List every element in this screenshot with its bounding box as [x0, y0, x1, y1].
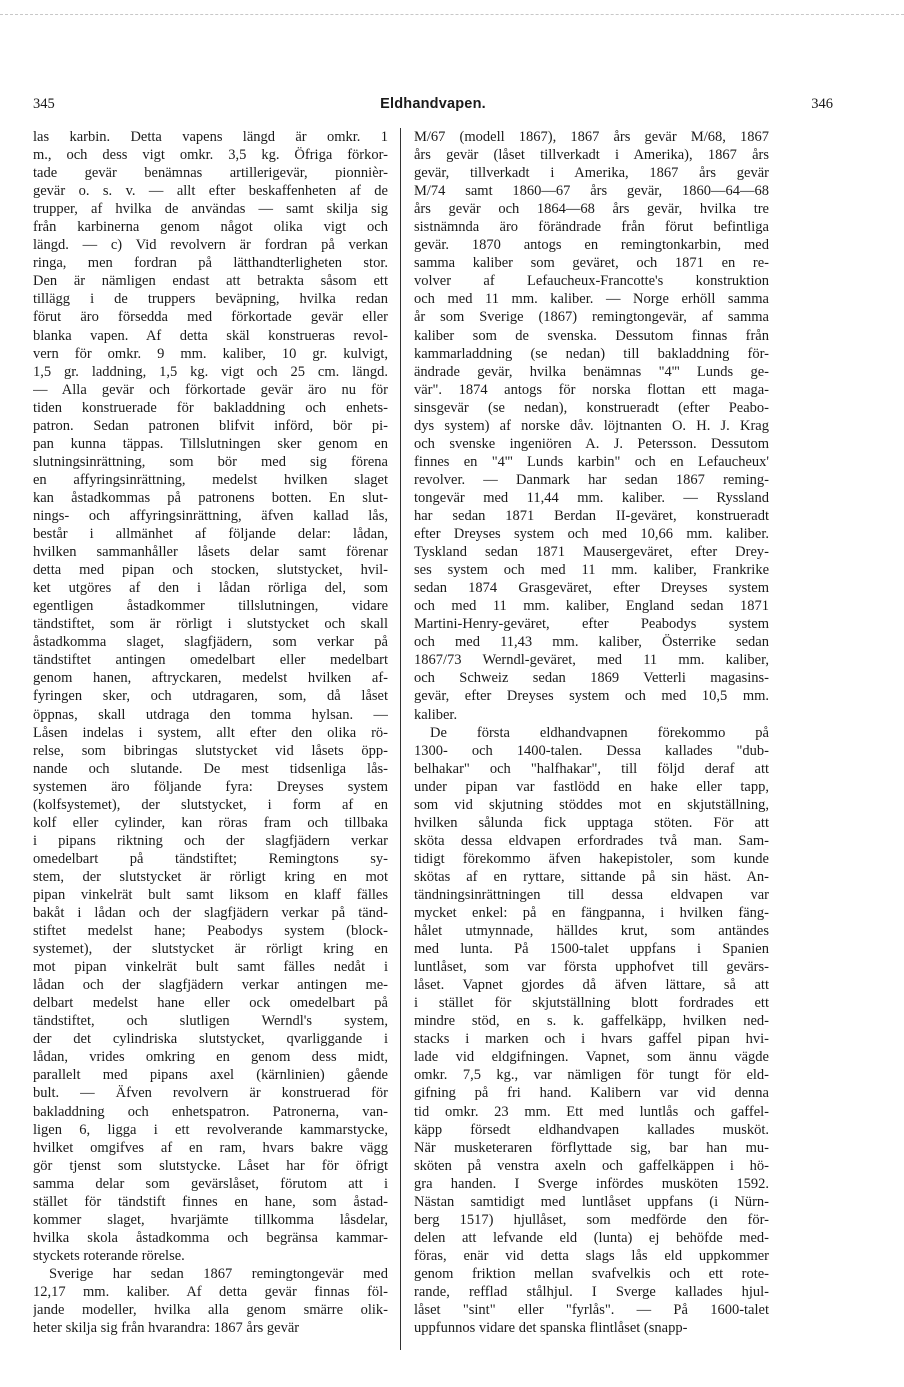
text-line: har sedan 1871 Berdan II-geväret, konstrueradt	[414, 507, 769, 524]
text-line: hvilken sålunda fick upptaga stöten. För att	[414, 814, 769, 831]
text-line: låset. Vapnet gjordes då äfven lättare, så att	[414, 977, 769, 994]
text-line: (kolfsystemet), der slutstycket, i form af en	[33, 796, 388, 813]
text-line: bult. — Äfven revolvern är konstruerad för	[33, 1085, 388, 1102]
text-line: der det cylindriska slutstycket, qvarliggande i	[33, 1031, 388, 1048]
text-line: kaliber som de svenska. Dessutom finnas från	[414, 327, 769, 344]
text-line: gevär o. s. v. — allt efter beskaffenheten af de	[33, 183, 388, 200]
text-line: slutningsinrättning, som bör med sig förena	[33, 453, 388, 470]
text-line: delen att lefvande eld (lunta) ej behöfde med-	[414, 1229, 769, 1246]
text-line: Nästan samtidigt med luntlåset uppfans (i Nürn-	[414, 1193, 769, 1210]
text-line: De första eldhandvapnen förekommo på	[430, 724, 769, 741]
text-line: och med 11,43 mm. kaliber, Österrike sedan	[414, 634, 769, 651]
text-line: tändningsinrättningen till dessa eldvapen var	[414, 886, 769, 903]
text-line: Den är nämligen endast att betrakta såsom ett	[33, 273, 388, 290]
text-line: revolver. — Danmark har sedan 1867 reming-	[414, 471, 769, 488]
text-line: längd. — c) Vid revolvern är fordran på verkan	[33, 237, 388, 254]
text-line: sinsgevär (se nedan), konstrueradt (efter Peabo-	[414, 399, 769, 416]
text-line: las karbin. Detta vapens längd är omkr. 1	[33, 129, 388, 145]
text-line: ses system och med 11 mm. kaliber, Frankrike	[414, 562, 769, 579]
text-line: 12,17 mm. kaliber. Af detta gevär finnas föl-	[33, 1284, 388, 1300]
text-line: 1,5 gr. laddning, 1,5 kg. vigt och 25 cm. längd.	[33, 363, 388, 380]
text-line: kaliber.	[414, 706, 458, 723]
text-line: kolf eller cylinder, kan röras fram och tillbaka	[33, 814, 388, 831]
text-line: lådan, vrides omkring en genom dess midt,	[33, 1049, 388, 1066]
text-line: genom friktion mellan svafvelkis och ett rote-	[414, 1265, 769, 1282]
text-line: samma kaliber som geväret, och 1871 en re-	[414, 255, 769, 272]
text-line: öppnas, skall utdraga den tomma hylsan. —	[33, 706, 388, 723]
text-line: kammarladdning (se nedan) till bakladdning för-	[414, 345, 769, 362]
text-line: bakladdning och enhetspatron. Patronerna, van-	[33, 1103, 388, 1120]
text-line: styckets roterande rörelse.	[33, 1247, 185, 1264]
right-column	[414, 128, 769, 1354]
text-line: omkr. 7,5 kg., var nämligen för tungt för eld-	[414, 1067, 769, 1084]
text-line: systemet), der slutstycket är rörligt kring en	[33, 941, 388, 958]
text-line: hvilka skola åstadkomma och begränsa kammar-	[33, 1229, 388, 1246]
text-line: sköta dessa eldvapen erfordrades två man. Sam-	[414, 832, 769, 849]
text-line: rande, refflad stålhjul. I Sverge kallades hjul-	[414, 1284, 769, 1300]
text-line: hvilken sammanhåller låsets delar samt förenar	[33, 544, 388, 561]
text-line: föras, enär vid detta slags lås eld uppkommer	[414, 1247, 769, 1264]
text-line: belhakar" och "halfhakar", till följd deraf att	[414, 760, 769, 777]
text-line: tid omkr. 23 mm. Ett med luntlås och gaffel-	[414, 1103, 769, 1120]
left-column	[33, 128, 388, 1354]
text-line: i stället för skjutställning blott fordrades ett	[414, 995, 769, 1012]
text-line: bakåt i lådan och der slagfjädern verkar på tänd-	[33, 905, 388, 922]
text-line: nande och slutande. De mest tidsenliga lås-	[33, 760, 388, 777]
text-line: Martini-Henry-geväret, efter Peabodys system	[414, 616, 769, 633]
text-line: uppfunnos vidare det spanska flintlåset (snapp-	[414, 1320, 688, 1337]
text-line: hvilket omgifves af en ram, hvars bakre vägg	[33, 1139, 388, 1156]
text-line: förut äro försedda med förkortade gevär eller	[33, 309, 388, 326]
text-line: pipan vinkelrät bult samt liksom en klaff fälles	[33, 886, 388, 903]
text-line: ringa, men fordran på lätthandterligheten stor.	[33, 255, 388, 272]
text-line: låset "sint" eller "fyrlås". — På 1600-talet	[414, 1302, 769, 1319]
text-line: samma delar som gevärslåset, förutom att i	[33, 1175, 388, 1192]
text-line: tongevär med 11,44 mm. kaliber. — Ryssland	[414, 489, 769, 506]
text-line: 1867/73 Werndl-geväret, med 11 mm. kaliber,	[414, 652, 769, 669]
text-line: tändstiftet, och slutligen Werndl's system,	[33, 1013, 388, 1030]
text-line: volver af Lefaucheux-Francotte's konstruktion	[414, 273, 769, 290]
text-line: — Alla gevär och förkortade gevär äro nu för	[33, 381, 388, 398]
page-number-left: 345	[33, 96, 55, 112]
text-line: gevär. 1870 antogs en remingtonkarbin, med	[414, 237, 769, 254]
text-line: berg 1517) hjullåset, som medförde den för-	[414, 1211, 769, 1228]
text-line: heter skilja sig från hvarandra: 1867 års gevär	[33, 1320, 300, 1337]
text-line: års gevär (låset tillverkadt i Amerika), 1867 års	[414, 147, 769, 164]
text-line: stället för tändstift finnes en hane, som åstad-	[33, 1193, 388, 1210]
text-line: sedan 1874 Grasgeväret, efter Dreyses system	[414, 580, 769, 597]
text-line: tidigt förekommo äfven hakepistoler, som kunde	[414, 850, 769, 867]
page-number-right: 346	[811, 96, 833, 112]
text-line: omedelbart på tändstiftet; Remingtons sy-	[33, 850, 388, 867]
text-line: år som Sverige (1867) remingtongevär, af samma	[414, 309, 769, 326]
text-line: patron. Sedan patronen blifvit införd, bör pi-	[33, 417, 388, 434]
text-line: tändstiftet antingen omedelbart eller medelbart	[33, 652, 388, 669]
text-line: efter Dreyses system och med 10,66 mm. kaliber.	[414, 526, 769, 543]
text-line: delbart medelst hane eller ock omedelbart på	[33, 995, 388, 1012]
text-line: nings- och affyringsinrättning, äfven kallad lås,	[33, 507, 388, 524]
text-line: ligen 6, ligga i ett revolverande kammarstycke,	[33, 1121, 388, 1138]
text-line: vern för omkr. 9 mm. kaliber, 10 gr. kulvigt,	[33, 345, 388, 362]
text-line: Låsen indelas i system, allt efter den olika rö-	[33, 724, 388, 741]
text-line: i pipans riktning och der slagfjädern verkar	[33, 832, 388, 849]
text-line: och svenske ingeniören A. J. Petersson. Dessutom	[414, 435, 769, 452]
text-line: och Schweiz sedan 1869 Vetterli magasins-	[414, 670, 769, 687]
text-line: tändstiftet, som är rörligt i slutstycket och skall	[33, 616, 388, 633]
text-line: gra handen. I Sverge infördes musköten 1592.	[414, 1175, 769, 1192]
text-line: med lunta. På 1500-talet uppfans i Spanien	[414, 941, 769, 958]
text-line: under pipan var fastlödd en hake eller tapp,	[414, 778, 769, 795]
text-line: vär". 1874 antogs för norska flottan ett maga-	[414, 381, 769, 398]
text-line: egentligen åstadkommer tillslutningen, vidare	[33, 598, 388, 615]
text-line: ket utgöres af den i lådan rörliga del, som	[33, 580, 388, 597]
text-line: jande modeller, hvilka alla genom smärre olik-	[33, 1302, 388, 1319]
text-line: stacks i marken och i hvars gaffel pipan hvi-	[414, 1031, 769, 1048]
text-line: och med 11 mm. kaliber. — Norge erhöll samma	[414, 291, 769, 308]
column-divider	[400, 128, 401, 1350]
text-line: kommer slaget, hvarjämte tillkomma låsdelar,	[33, 1211, 388, 1228]
text-line: käpp försedt eldhandvapen kallades musköt.	[414, 1121, 769, 1138]
text-line: från karbinerna genom något olika vigt och	[33, 219, 388, 236]
text-line: parallelt med pipans axel (kärnlinien) gående	[33, 1067, 388, 1084]
text-line: gevär, tillverkadt i Amerika, 1867 års gevär	[414, 165, 769, 182]
text-line: 1300- och 1400-talen. Dessa kallades "dub-	[414, 742, 769, 759]
text-line: stiftet medelst hane; Peabodys system (block-	[33, 923, 388, 940]
text-line: sistnämnda äro förändrade från förut befintliga	[414, 219, 769, 236]
text-line: sköten på venstra axeln och gaffelkäppen i hö-	[414, 1157, 769, 1174]
text-line: består i allmänhet af följande delar: lådan,	[33, 526, 388, 543]
text-line: När musketeraren förflyttade sig, bar han mu-	[414, 1139, 769, 1156]
scan-top-edge	[0, 14, 904, 15]
text-line: trupper, af hvilka de användas — samt skilja sig	[33, 201, 388, 218]
text-line: Tyskland sedan 1871 Mausergeväret, efter Drey-	[414, 544, 769, 561]
text-line: tade gevär benämnas artillerigevär, pionnièr-	[33, 165, 388, 182]
text-line: lådan och der slagfjädern verkar antingen me-	[33, 977, 388, 994]
text-line: M/67 (modell 1867), 1867 års gevär M/68, 1867	[414, 129, 769, 145]
text-line: m., och dess vigt omkr. 3,5 kg. Öfriga förkor-	[33, 147, 388, 164]
text-line: M/74 samt 1860—67 års gevär, 1860—64—68	[414, 183, 769, 200]
text-line: Sverige har sedan 1867 remingtongevär med	[49, 1265, 388, 1282]
text-line: gör tjenst som slutstycke. Låset har för öfrigt	[33, 1157, 388, 1174]
page-header	[33, 96, 833, 116]
text-line: och med 11 mm. kaliber, England sedan 1871	[414, 598, 769, 615]
text-line: års gevär och 1864—68 års gevär, hvilka tre	[414, 201, 769, 218]
text-line: luntlåset, som var första upphofvet till gevärs-	[414, 959, 769, 976]
text-line: relse, som bibringas slutstycket vid låsets öpp-	[33, 742, 388, 759]
running-head: Eldhandvapen.	[380, 96, 486, 112]
text-line: mycket enkel: på en fängpanna, i hvilken fäng-	[414, 905, 769, 922]
text-line: stem, der slutstycket är rörligt kring en mot	[33, 868, 388, 885]
text-line: blanka vapen. Af detta skäl konstrueras revol-	[33, 327, 388, 344]
text-line: åstadkomma slaget, slagfjädern, som verkar på	[33, 634, 388, 651]
text-line: detta med pipan och stocken, slutstycket, hvil-	[33, 562, 388, 579]
text-line: tillägg i de truppers beväpning, hvilka redan	[33, 291, 388, 308]
text-line: systemen äro följande fyra: Dreyses system	[33, 778, 388, 795]
text-line: ändrade gevär, hvilka benämnas "4''' Lunds ge-	[414, 363, 769, 380]
text-line: lade vid eldgifningen. Vapnet, som ännu vägde	[414, 1049, 769, 1066]
text-line: mindre stöd, en s. k. gaffelkäpp, hvilken ned-	[414, 1013, 769, 1030]
text-line: tiden konstruerade för bakladdning och enhets-	[33, 399, 388, 416]
text-line: dys system) af norske dåv. löjtnanten O. H. J. Krag	[414, 417, 769, 434]
text-line: finnes en "4''' Lunds karbin" och en Lefaucheux'	[414, 453, 769, 470]
text-line: en affyringsinrättning, medelst hvilken slaget	[33, 471, 388, 488]
text-line: mot pipan vinkelrät bult samt fälles nedåt i	[33, 959, 388, 976]
text-line: genom hanen, aftryckaren, medelst hvilken af-	[33, 670, 388, 687]
text-line: pan kunna täppas. Tillslutningen sker genom en	[33, 435, 388, 452]
text-line: kan åstadkommas på patronens botten. En slut-	[33, 489, 388, 506]
text-line: gifning på fri hand. Kalibern var vid denna	[414, 1085, 769, 1102]
text-line: som vid skjutning stöddes mot en skjutställning,	[414, 796, 769, 813]
text-line: gevär, efter Dreyses system och med 10,5 mm.	[414, 688, 769, 705]
text-line: skötas af en ryttare, sittande på sin häst. An-	[414, 868, 769, 885]
text-line: fyringen sker, och utdragaren, som, då låset	[33, 688, 388, 705]
text-line: hålet utmynnade, hälldes krut, som antändes	[414, 923, 769, 940]
